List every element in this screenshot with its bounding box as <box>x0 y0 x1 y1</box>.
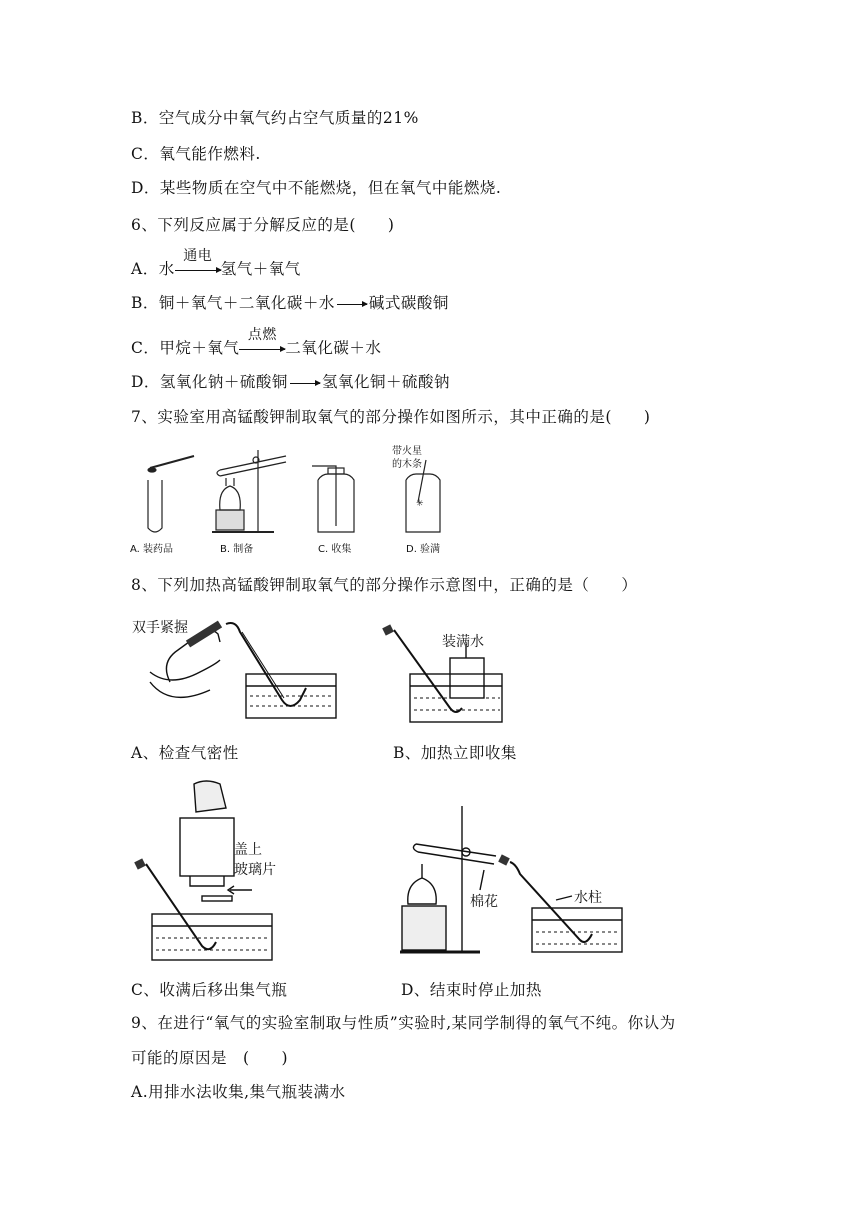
wood-strip-bottle-illustration <box>406 460 440 532</box>
q7-stem: 7、实验室用高锰酸钾制取氧气的部分操作如图所示，其中正确的是( ) <box>131 408 651 426</box>
q6c-reactant: C．甲烷＋氧气 <box>131 339 240 357</box>
test-tube-spoon-illustration <box>148 456 194 532</box>
fig7-label-c: C. 收集 <box>318 544 352 555</box>
fig8c-note-line1: 盖上 <box>234 842 262 858</box>
fig8d-note-cotton: 棉花 <box>470 894 498 910</box>
q9-stem-line1: 9、在进行“氧气的实验室制取与性质”实验时,某同学制得的氧气不纯。你认为 <box>131 1014 676 1032</box>
q8-stem: 8、下列加热高锰酸钾制取氧气的部分操作示意图中，正确的是（ ） <box>131 576 638 594</box>
fig7-label-b: B. 制备 <box>220 544 254 555</box>
q6c-product: 二氧化碳＋水 <box>285 339 382 357</box>
q6-stem: 6、下列反应属于分解反应的是( ) <box>131 216 395 234</box>
reaction-arrow <box>175 248 221 278</box>
q6d-product: 氢氧化铜＋硫酸钠 <box>321 373 450 391</box>
q6a-product: 氢气＋氧气 <box>220 260 301 278</box>
fig8d-note-water: 水柱 <box>574 890 602 906</box>
q6-option-b <box>131 291 449 313</box>
reaction-arrow <box>239 327 285 357</box>
fig8a-note: 双手紧握 <box>132 620 188 636</box>
fig8b-note: 装满水 <box>442 634 484 650</box>
q6d-reactant: D．氢氧化钠＋硫酸铜 <box>131 373 288 391</box>
gas-bottle-illustration <box>312 466 354 532</box>
fig8c-note-line2: 玻璃片 <box>234 862 276 878</box>
q6b-reactant: B．铜＋氧气＋二氧化碳＋水 <box>131 294 335 312</box>
heating-apparatus-illustration <box>212 450 286 532</box>
q9-option-a: A.用排水法收集,集气瓶装满水 <box>131 1083 346 1101</box>
q7-figure <box>128 440 458 560</box>
fig8-caption-a: A、检查气密性 <box>131 744 239 762</box>
q5-option-c: C．氧气能作燃料. <box>131 145 261 163</box>
svg-text:✳: ✳ <box>416 499 424 509</box>
q5-option-d: D．某些物质在空气中不能燃烧，但在氧气中能燃烧. <box>131 179 502 197</box>
q6b-product: 碱式碳酸铜 <box>368 294 449 312</box>
q5-option-b: B．空气成分中氧气约占空气质量的21% <box>131 109 419 127</box>
fig8d-stop-heating <box>396 804 636 964</box>
q6c-condition: 点燃 <box>247 327 277 343</box>
fig7-note-line2: 的木条 <box>392 459 422 470</box>
fig7-label-a: A. 装药品 <box>130 544 174 555</box>
reaction-arrow <box>337 304 367 305</box>
fig8-caption-b: B、加热立即收集 <box>393 744 517 762</box>
q6a-reactant: A．水 <box>131 260 175 278</box>
fig8b-collection <box>380 624 510 724</box>
fig7-note-line1: 带火星 <box>392 446 422 457</box>
q6-option-c <box>131 327 382 358</box>
fig8c-remove-bottle <box>130 778 300 968</box>
fig8-caption-c: C、收满后移出集气瓶 <box>131 981 288 999</box>
q6-option-d <box>131 370 450 392</box>
fig7-label-d: D. 验满 <box>406 544 441 555</box>
q6a-condition: 通电 <box>183 248 213 264</box>
q6-option-a <box>131 248 301 279</box>
fig8a-airtightness-check <box>130 612 340 727</box>
reaction-arrow <box>290 383 320 384</box>
fig8-caption-d: D、结束时停止加热 <box>401 981 542 999</box>
q9-stem-line2: 可能的原因是 ( ) <box>131 1049 289 1067</box>
